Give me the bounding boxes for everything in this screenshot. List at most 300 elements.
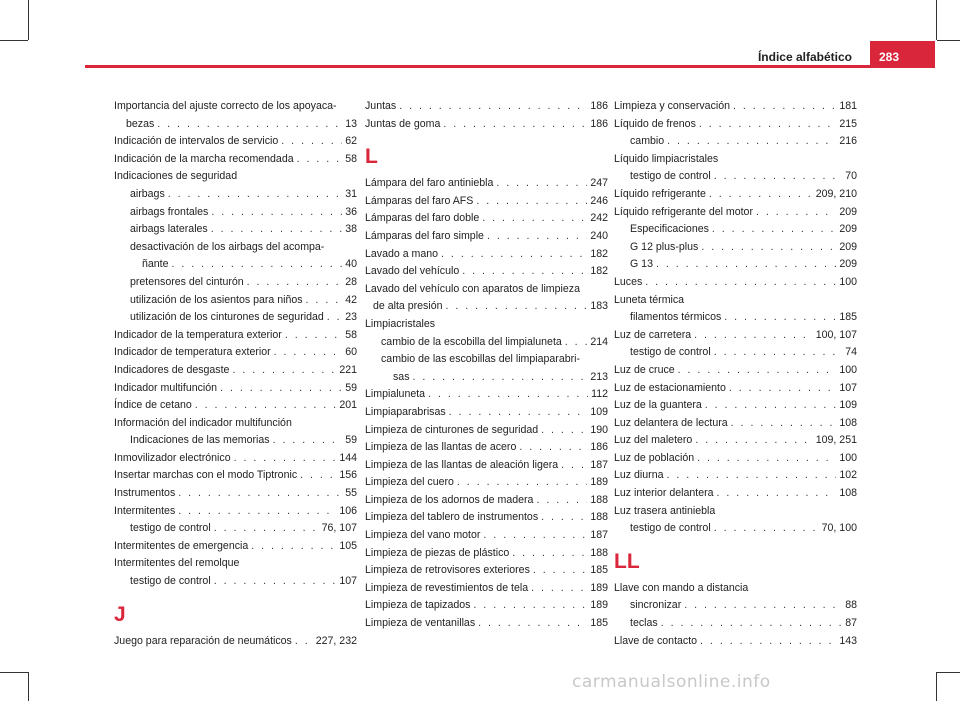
dot-leader: [232, 362, 336, 380]
page-reference[interactable]: 100: [839, 363, 857, 376]
index-entry: [365, 597, 608, 615]
page-reference[interactable]: 108: [839, 416, 857, 429]
entry-label: Lavado del vehículo: [365, 265, 460, 278]
index-entry: [114, 186, 357, 204]
page-reference[interactable]: 227, 232: [315, 634, 357, 647]
index-entry: [614, 467, 857, 485]
section-letter: LL: [614, 549, 640, 573]
entry-label: testigo de control: [630, 522, 711, 535]
entry-label: Limpieza de cinturones de seguridad: [365, 423, 539, 436]
entry-label: Lámpara del faro antiniebla: [365, 177, 494, 190]
page-reference[interactable]: 23: [345, 311, 357, 324]
page-reference[interactable]: 109: [590, 405, 608, 418]
page-number: 283: [879, 50, 900, 64]
entry-label: teclas: [630, 617, 658, 630]
page-reference[interactable]: 186: [590, 100, 608, 112]
index-entry: [114, 327, 357, 345]
dot-leader: [482, 210, 587, 228]
index-entry: [114, 485, 357, 503]
index-entry: [365, 562, 608, 580]
index-entry: [114, 573, 357, 591]
page-reference[interactable]: 213: [590, 370, 608, 383]
dot-leader: [274, 344, 343, 362]
index-entry: [365, 422, 608, 440]
entry-label: G 13: [630, 258, 653, 271]
page-reference[interactable]: 108: [839, 487, 857, 500]
entry-label: Líquido refrigerante del motor: [614, 205, 753, 218]
entry-label: Líquido limpiacristales: [614, 152, 719, 165]
page-reference[interactable]: 40: [345, 258, 357, 271]
index-entry: [365, 193, 608, 211]
index-entry: [365, 263, 608, 281]
index-entry: [365, 509, 608, 527]
dot-leader: [533, 562, 587, 580]
page-reference[interactable]: 143: [839, 634, 857, 647]
page-reference[interactable]: 186: [590, 117, 608, 130]
entry-label: Indicaciones de seguridad: [114, 170, 238, 183]
page-reference[interactable]: 100: [839, 451, 857, 464]
dot-leader: [565, 334, 588, 352]
entry-label: Indicadores de desgaste: [114, 363, 230, 376]
page-reference[interactable]: 88: [845, 599, 857, 612]
entry-label: Limpieza del vano motor: [365, 529, 481, 542]
page-reference[interactable]: 186: [590, 441, 608, 454]
dot-leader: [251, 538, 336, 556]
dot-leader: [714, 520, 819, 538]
dot-leader: [724, 309, 836, 327]
index-entry: [614, 327, 857, 345]
page-reference[interactable]: 209: [839, 258, 857, 271]
entry-label: Lavado a mano: [365, 247, 439, 260]
entry-label: Limpieza de piezas de plástico: [365, 546, 510, 559]
page-reference[interactable]: 187: [590, 458, 608, 471]
page-reference[interactable]: 60: [345, 346, 357, 359]
dot-leader: [211, 221, 342, 239]
page-reference[interactable]: 221: [339, 363, 357, 376]
index-entry: [365, 281, 608, 316]
page-reference[interactable]: 58: [345, 328, 357, 341]
index-entry: [614, 432, 857, 450]
entry-label: airbags: [130, 187, 165, 200]
entry-label: Luz diurna: [614, 469, 664, 482]
index-entry: [614, 274, 857, 292]
entry-label: Información del indicador multifunción: [114, 416, 292, 429]
page-reference[interactable]: 185: [590, 564, 608, 577]
index-entry: [365, 439, 608, 457]
page-reference[interactable]: 185: [839, 311, 857, 324]
page-reference[interactable]: 38: [345, 223, 357, 236]
entry-label: Lámparas del faro doble: [365, 212, 480, 225]
page-reference[interactable]: 87: [845, 617, 857, 630]
dot-leader: [496, 175, 587, 193]
index-heading: [614, 503, 857, 521]
dot-leader: [561, 457, 587, 475]
dot-leader: [449, 404, 588, 422]
entry-label: Limpieza de tapizados: [365, 599, 471, 612]
index-entry: [365, 404, 608, 422]
dot-leader: [756, 204, 836, 222]
index-entry: [614, 344, 857, 362]
page-reference[interactable]: 187: [590, 529, 608, 542]
index-entry: [614, 415, 857, 433]
entry-label: Limpiaparabrisas: [365, 405, 446, 418]
index-entry: [114, 432, 357, 450]
dot-leader: [443, 116, 587, 134]
index-entry: [614, 309, 857, 327]
index-entry: [614, 615, 857, 633]
entry-label: sincronizar: [630, 599, 682, 612]
page-number-badge: [870, 41, 935, 68]
page-reference[interactable]: 209, 210: [815, 187, 857, 200]
index-entry: [365, 545, 608, 563]
entry-label-continuation: ñante: [142, 258, 169, 271]
page-reference[interactable]: 107: [839, 381, 857, 394]
index-entry: [365, 116, 608, 134]
entry-label: Luz de población: [614, 451, 695, 464]
dot-leader: [709, 186, 813, 204]
index-heading: [365, 316, 608, 334]
index-entry: [114, 239, 357, 274]
index-entry: [614, 256, 857, 274]
page-reference[interactable]: 209: [839, 240, 857, 253]
page-reference[interactable]: 181: [839, 100, 857, 112]
index-entry: [365, 580, 608, 598]
index-entry: [614, 221, 857, 239]
page-reference[interactable]: 109: [839, 399, 857, 412]
dot-leader: [281, 133, 342, 151]
entry-label: Limpieza de ventanillas: [365, 617, 476, 630]
page-reference[interactable]: 107: [339, 575, 357, 588]
dot-leader: [399, 98, 587, 116]
page-reference[interactable]: 182: [590, 265, 608, 278]
page-reference[interactable]: 182: [590, 247, 608, 260]
dot-leader: [701, 239, 836, 257]
entry-label: Juntas: [365, 100, 397, 112]
index-entry: [114, 344, 357, 362]
page-reference[interactable]: 144: [339, 451, 357, 464]
page-reference[interactable]: 70: [845, 170, 857, 183]
entry-label: Juntas de goma: [365, 117, 441, 130]
dot-leader: [195, 397, 337, 415]
page-title: Índice alfabético: [757, 50, 852, 64]
entry-label: pretensores del cinturón: [130, 275, 244, 288]
crop-mark: [936, 0, 937, 40]
dot-leader: [656, 256, 836, 274]
dot-leader: [714, 168, 843, 186]
index-entry: [365, 457, 608, 475]
entry-label: Luz de carretera: [614, 328, 692, 341]
dot-leader: [694, 327, 813, 345]
index-heading: [114, 415, 357, 433]
index-entry: [114, 633, 357, 651]
entry-label: Indicador multifunción: [114, 381, 218, 394]
entry-label: Limpieza y conservación: [614, 100, 730, 112]
dot-leader: [712, 221, 836, 239]
entry-label: testigo de control: [130, 575, 211, 588]
page-reference[interactable]: 242: [590, 212, 608, 225]
page-reference[interactable]: 112: [591, 388, 608, 401]
page-reference[interactable]: 42: [345, 293, 357, 306]
crop-mark: [28, 0, 29, 40]
dot-leader: [428, 386, 588, 404]
dot-leader: [733, 98, 836, 116]
section-letter: L: [365, 145, 378, 169]
page-reference[interactable]: 105: [339, 539, 357, 552]
entry-label: Lavado del vehículo con aparatos de limpieza: [365, 282, 580, 295]
page-reference[interactable]: 188: [590, 511, 608, 524]
dot-leader: [519, 439, 587, 457]
index-entry: [365, 492, 608, 510]
entry-label: utilización de los asientos para niños: [130, 293, 303, 306]
dot-leader: [168, 186, 342, 204]
index-entry: [365, 474, 608, 492]
index-entry: [114, 221, 357, 239]
dot-leader: [667, 133, 836, 151]
entry-label-continuation: sas: [393, 370, 410, 383]
index-entry: [614, 362, 857, 380]
dot-leader: [295, 633, 313, 651]
entry-label: Luz delantera de lectura: [614, 416, 728, 429]
dot-leader: [541, 509, 587, 527]
entry-label: Indicaciones de las memorias: [130, 434, 270, 447]
entry-label: Indicador de la temperatura exterior: [114, 328, 282, 341]
entry-label: testigo de control: [630, 346, 711, 359]
entry-label: Limpieza de las llantas de acero: [365, 441, 517, 454]
page-reference[interactable]: 246: [590, 194, 608, 207]
index-entry: [365, 246, 608, 264]
entry-label: filamentos térmicos: [630, 311, 722, 324]
dot-leader: [247, 274, 343, 292]
entry-label: Juego para reparación de neumáticos: [114, 634, 292, 647]
dot-leader: [678, 362, 837, 380]
entry-label-continuation: bezas: [126, 117, 155, 130]
page-reference[interactable]: 70, 100: [821, 522, 857, 535]
entry-label: Limpieza del cuero: [365, 476, 454, 489]
index-entry: [114, 397, 357, 415]
dot-leader: [476, 193, 587, 211]
dot-leader: [273, 432, 343, 450]
index-entry: [614, 485, 857, 503]
page-reference[interactable]: 102: [839, 469, 857, 482]
index-column-2: [365, 98, 608, 633]
page-reference[interactable]: 100, 107: [815, 328, 857, 341]
page-reference[interactable]: 106: [339, 504, 357, 517]
entry-label: G 12 plus-plus: [630, 240, 699, 253]
dot-leader: [645, 274, 836, 292]
page-reference[interactable]: 240: [590, 229, 608, 242]
entry-label: Inmovilizador electrónico: [114, 451, 231, 464]
page-reference[interactable]: 209: [839, 205, 857, 218]
index-entry: [365, 98, 608, 116]
dot-leader: [705, 397, 837, 415]
entry-label: Lámparas del faro AFS: [365, 194, 474, 207]
index-entry: [114, 380, 357, 398]
dot-leader: [473, 597, 587, 615]
dot-leader: [462, 263, 587, 281]
page-reference[interactable]: 188: [590, 493, 608, 506]
dot-leader: [297, 151, 343, 169]
index-heading: [614, 292, 857, 310]
page-reference[interactable]: 76, 107: [321, 522, 357, 535]
dot-leader: [541, 422, 587, 440]
page-reference[interactable]: 209: [839, 223, 857, 236]
crop-mark: [0, 40, 28, 41]
index-entry: [614, 397, 857, 415]
entry-label: Luz del maletero: [614, 434, 693, 447]
entry-label: Luz de cruce: [614, 363, 675, 376]
index-entry: [114, 292, 357, 310]
page-reference[interactable]: 189: [590, 599, 608, 612]
dot-leader: [695, 432, 812, 450]
entry-label: desactivación de los airbags del acompa-: [130, 240, 325, 253]
crop-mark: [28, 672, 29, 701]
dot-leader: [300, 467, 336, 485]
entry-label: Lámparas del faro simple: [365, 229, 484, 242]
crop-mark: [937, 40, 960, 41]
entry-label: Instrumentos: [114, 487, 176, 500]
page-reference[interactable]: 55: [345, 487, 357, 500]
dot-leader: [717, 485, 837, 503]
entry-label-continuation: de alta presión: [373, 300, 443, 313]
page-reference[interactable]: 59: [345, 381, 357, 394]
entry-label: Limpieza de las llantas de aleación ligera: [365, 458, 559, 471]
index-entry: [114, 538, 357, 556]
page-reference[interactable]: 156: [339, 469, 357, 482]
dot-leader: [699, 116, 836, 134]
entry-label: airbags frontales: [130, 205, 209, 218]
page-reference[interactable]: 183: [590, 300, 608, 313]
page-reference[interactable]: 100: [839, 275, 857, 288]
index-entry: [614, 239, 857, 257]
page-reference[interactable]: 59: [345, 434, 357, 447]
dot-leader: [729, 380, 836, 398]
page-reference[interactable]: 36: [345, 205, 357, 218]
index-entry: [614, 597, 857, 615]
entry-label: Limpialuneta: [365, 388, 426, 401]
entry-label: airbags laterales: [130, 223, 208, 236]
entry-label: Limpieza del tablero de instrumentos: [365, 511, 539, 524]
index-entry: [614, 380, 857, 398]
dot-leader: [661, 615, 843, 633]
index-entry: [365, 210, 608, 228]
index-entry: [365, 615, 608, 633]
index-entry: [114, 274, 357, 292]
header-rule: [85, 65, 935, 68]
index-entry: [614, 133, 857, 151]
page-reference[interactable]: 201: [339, 399, 357, 412]
page-reference[interactable]: 215: [839, 117, 857, 130]
crop-mark: [936, 672, 937, 701]
entry-label: Luz trasera antiniebla: [614, 504, 716, 517]
index-entry: [614, 204, 857, 222]
entry-label: Intermitentes del remolque: [114, 557, 240, 570]
entry-label: Llave de contacto: [614, 634, 698, 647]
index-entry: [614, 116, 857, 134]
index-entry: [114, 503, 357, 521]
page-reference[interactable]: 188: [590, 546, 608, 559]
index-entry: [365, 386, 608, 404]
entry-label: Líquido refrigerante: [614, 187, 706, 200]
dot-leader: [441, 246, 587, 264]
dot-leader: [446, 298, 588, 316]
page-reference[interactable]: 13: [345, 117, 357, 130]
entry-label: Limpieza de revestimientos de tela: [365, 581, 529, 594]
dot-leader: [697, 450, 836, 468]
watermark-text: carmanualsonline.info: [572, 672, 771, 692]
entry-label: Intermitentes de emergencia: [114, 539, 249, 552]
page-reference[interactable]: 190: [590, 423, 608, 436]
entry-label: Especificaciones: [630, 223, 709, 236]
index-entry: [365, 175, 608, 193]
index-column-3: [614, 98, 857, 650]
dot-leader: [285, 327, 342, 345]
entry-label: Limpiacristales: [365, 317, 436, 330]
dot-leader: [327, 309, 342, 327]
page-reference[interactable]: 62: [345, 135, 357, 148]
entry-label: Indicación de la marcha recomendada: [114, 152, 294, 165]
entry-label: Limpieza de retrovisores exteriores: [365, 564, 530, 577]
page-reference[interactable]: 109, 251: [815, 434, 857, 447]
page-reference[interactable]: 189: [590, 581, 608, 594]
index-column-1: [114, 98, 357, 650]
index-entry: [614, 520, 857, 538]
index-entry: [614, 186, 857, 204]
page-reference[interactable]: 31: [345, 187, 357, 200]
dot-leader: [478, 615, 587, 633]
dot-leader: [531, 580, 587, 598]
entry-label: testigo de control: [630, 170, 711, 183]
page-reference[interactable]: 189: [590, 476, 608, 489]
entry-label: Luz interior delantera: [614, 487, 714, 500]
entry-label: cambio: [630, 135, 665, 148]
dot-leader: [172, 256, 343, 274]
page-reference[interactable]: 185: [590, 617, 608, 630]
entry-label: Índice de cetano: [114, 399, 192, 412]
dot-leader: [413, 369, 588, 387]
page-reference[interactable]: 247: [590, 177, 608, 190]
index-entry: [365, 334, 608, 352]
index-entry: [114, 204, 357, 222]
entry-label: cambio de las escobillas del limpiaparabri-: [381, 353, 581, 366]
page-reference[interactable]: 214: [590, 335, 608, 348]
entry-label: Líquido de frenos: [614, 117, 696, 130]
entry-label: Limpieza de los adornos de madera: [365, 493, 534, 506]
entry-label: utilización de los cinturones de seguridad: [130, 311, 324, 324]
entry-label: testigo de control: [130, 522, 211, 535]
entry-label: Luces: [614, 275, 643, 288]
dot-leader: [211, 204, 342, 222]
index-entry: [114, 362, 357, 380]
index-entry: [114, 133, 357, 151]
page-reference[interactable]: 28: [345, 275, 357, 288]
index-entry: [114, 151, 357, 169]
entry-label: Insertar marchas con el modo Tiptronic: [114, 469, 298, 482]
page-reference[interactable]: 216: [839, 135, 857, 148]
dot-leader: [178, 485, 342, 503]
crop-mark: [0, 672, 28, 673]
dot-leader: [512, 545, 587, 563]
index-entry: [114, 520, 357, 538]
page-reference[interactable]: 74: [845, 346, 857, 359]
index-heading: [614, 580, 857, 598]
dot-leader: [220, 380, 342, 398]
entry-label: Intermitentes: [114, 504, 176, 517]
index-entry: [614, 633, 857, 651]
dot-leader: [684, 597, 842, 615]
dot-leader: [666, 467, 836, 485]
entry-label: cambio de la escobilla del limpialuneta: [381, 335, 562, 348]
page-reference[interactable]: 58: [345, 152, 357, 165]
